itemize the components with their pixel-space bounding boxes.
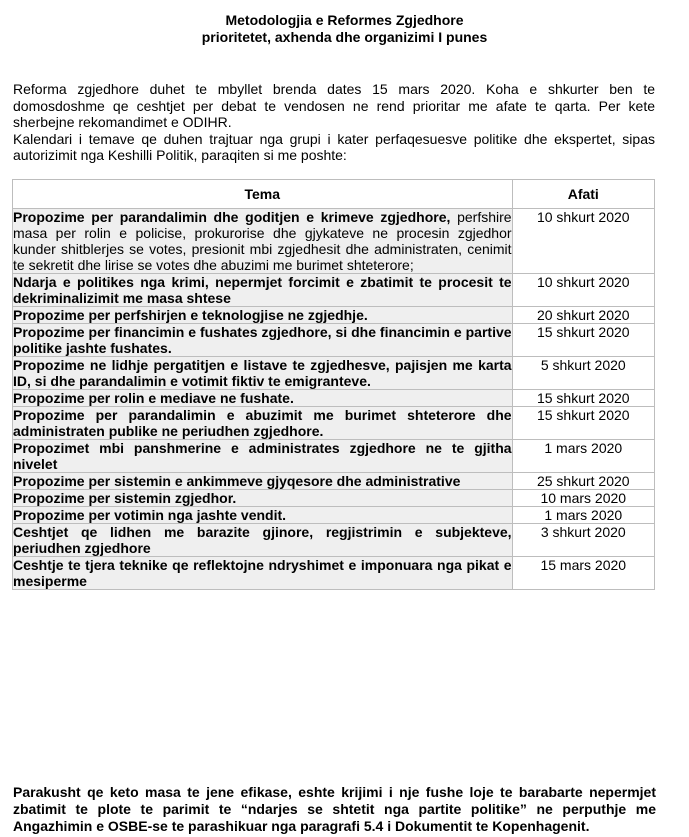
table-row bbox=[13, 357, 655, 390]
topic-cell bbox=[13, 473, 513, 490]
topic-cell bbox=[13, 307, 513, 324]
topic-cell bbox=[13, 557, 513, 590]
intro-section bbox=[13, 81, 655, 164]
title-line-2: prioritetet, axhenda dhe organizimi I punes bbox=[201, 29, 488, 45]
deadline-cell: 10 shkurt 2020 bbox=[512, 209, 654, 274]
intro-paragraph-2: Kalendari i temave qe duhen trajtuar nga grupi i kater perfaqesuesve politike dhe ekspertet, sipas autorizimit nga Keshilli Politik, paraqiten si me poshte: bbox=[13, 130, 655, 163]
header-topic: Tema bbox=[13, 180, 513, 209]
topic-title: Propozime per sistemin e ankimmeve gjyqesore dhe administrative bbox=[13, 473, 461, 489]
deadline-cell: 25 shkurt 2020 bbox=[512, 473, 654, 490]
table-row bbox=[13, 557, 655, 590]
title-line-1: Metodologjia e Reformes Zgjedhore bbox=[225, 12, 464, 28]
topic-title: Propozime per parandalimin e abuzimit me burimet shteterore dhe administraten publike ne periudhen zgjedhore. bbox=[13, 407, 512, 439]
deadline-cell: 15 shkurt 2020 bbox=[512, 390, 654, 407]
topic-cell bbox=[13, 507, 513, 524]
topic-description: perfshire masa per rolin e policise, prokurorise dhe gjykateve ne procesin zgjedhor kunder shitblerjes se votes, presionit mbi zgjedhesit dhe administraten, cenimit te sekretit dhe lirise se votes dhe abuzimi me burimet shteterore; bbox=[13, 209, 512, 273]
table-row bbox=[13, 440, 655, 473]
table-row bbox=[13, 490, 655, 507]
topic-title: Propozime ne lidhje pergatitjen e listave te zgjedhesve, pajisjen me karta ID, si dhe parandalimin e votimit fiktiv te emigranteve. bbox=[13, 357, 512, 389]
table-row bbox=[13, 324, 655, 357]
deadline-cell: 10 shkurt 2020 bbox=[512, 274, 654, 307]
topic-title: Propozime per financimin e fushates zgjedhore, si dhe financimin e partive politike jashte fushates. bbox=[13, 324, 512, 356]
topic-title: Propozime per votimin nga jashte vendit. bbox=[13, 507, 287, 523]
table-row bbox=[13, 307, 655, 324]
conclusion-paragraph: Parakusht qe keto masa te jene efikase, eshte krijimi i nje fushe loje te barabarte nepermjet zbatimit te plote te parimit te “ndarjes se shtetit nga partite politike” ne perputhje me Angazhimin e OSBE-se te parashikuar nga paragrafi 5.4 i Dokumentit te Kopenhagenit. bbox=[13, 784, 656, 834]
topic-title: Propozime per perfshirjen e teknologjise ne zgjedhje. bbox=[13, 307, 368, 323]
deadline-cell: 5 shkurt 2020 bbox=[512, 357, 654, 390]
document-title bbox=[0, 12, 689, 46]
header-deadline: Afati bbox=[512, 180, 654, 209]
intro-paragraph-1: Reforma zgjedhore duhet te mbyllet brenda dates 15 mars 2020. Koha e shkurter ben te domosdoshme qe ceshtjet per debat te vendosen ne rend prioritar me afate te qarta. Per kete sherbejne rekomandimet e ODIHR. bbox=[13, 81, 655, 130]
topic-title: Propozime per rolin e mediave ne fushate. bbox=[13, 390, 294, 406]
table-row bbox=[13, 407, 655, 440]
table-row bbox=[13, 473, 655, 490]
deadline-cell: 15 mars 2020 bbox=[512, 557, 654, 590]
deadline-cell: 1 mars 2020 bbox=[512, 507, 654, 524]
topic-cell bbox=[13, 209, 513, 274]
table-row bbox=[13, 209, 655, 274]
topic-title: Propozime per sistemin zgjedhor. bbox=[13, 490, 237, 506]
table-row bbox=[13, 507, 655, 524]
deadline-cell: 15 shkurt 2020 bbox=[512, 407, 654, 440]
deadline-cell: 20 shkurt 2020 bbox=[512, 307, 654, 324]
table-row bbox=[13, 524, 655, 557]
topic-cell bbox=[13, 357, 513, 390]
topic-title: Ceshtje te tjera teknike qe reflektojne ndryshimet e imponuara nga pikat e mesiperme bbox=[13, 557, 512, 589]
topic-cell bbox=[13, 440, 513, 473]
topic-title: Ceshtjet qe lidhen me barazite gjinore, regjistrimin e subjekteve, periudhen zgjedhore bbox=[13, 524, 512, 556]
topic-title: Ndarja e politikes nga krimi, nepermjet forcimit e zbatimit te procesit te dekriminalizimit me masa shtese bbox=[13, 274, 512, 306]
topic-title: Propozime per parandalimin dhe goditjen e krimeve zgjedhore, bbox=[13, 209, 451, 225]
deadline-cell: 15 shkurt 2020 bbox=[512, 324, 654, 357]
topics-table bbox=[12, 179, 655, 590]
topic-cell bbox=[13, 490, 513, 507]
deadline-cell: 3 shkurt 2020 bbox=[512, 524, 654, 557]
topic-title: Propozimet mbi panshmerine e administrates zgjedhore ne te gjitha nivelet bbox=[13, 440, 512, 472]
topic-cell bbox=[13, 407, 513, 440]
deadline-cell: 1 mars 2020 bbox=[512, 440, 654, 473]
deadline-cell: 10 mars 2020 bbox=[512, 490, 654, 507]
table-row bbox=[13, 390, 655, 407]
topic-cell bbox=[13, 390, 513, 407]
table-row bbox=[13, 274, 655, 307]
table-header-row bbox=[13, 180, 655, 209]
topic-cell bbox=[13, 324, 513, 357]
conclusion-section bbox=[13, 784, 656, 835]
topic-cell bbox=[13, 524, 513, 557]
topic-cell bbox=[13, 274, 513, 307]
